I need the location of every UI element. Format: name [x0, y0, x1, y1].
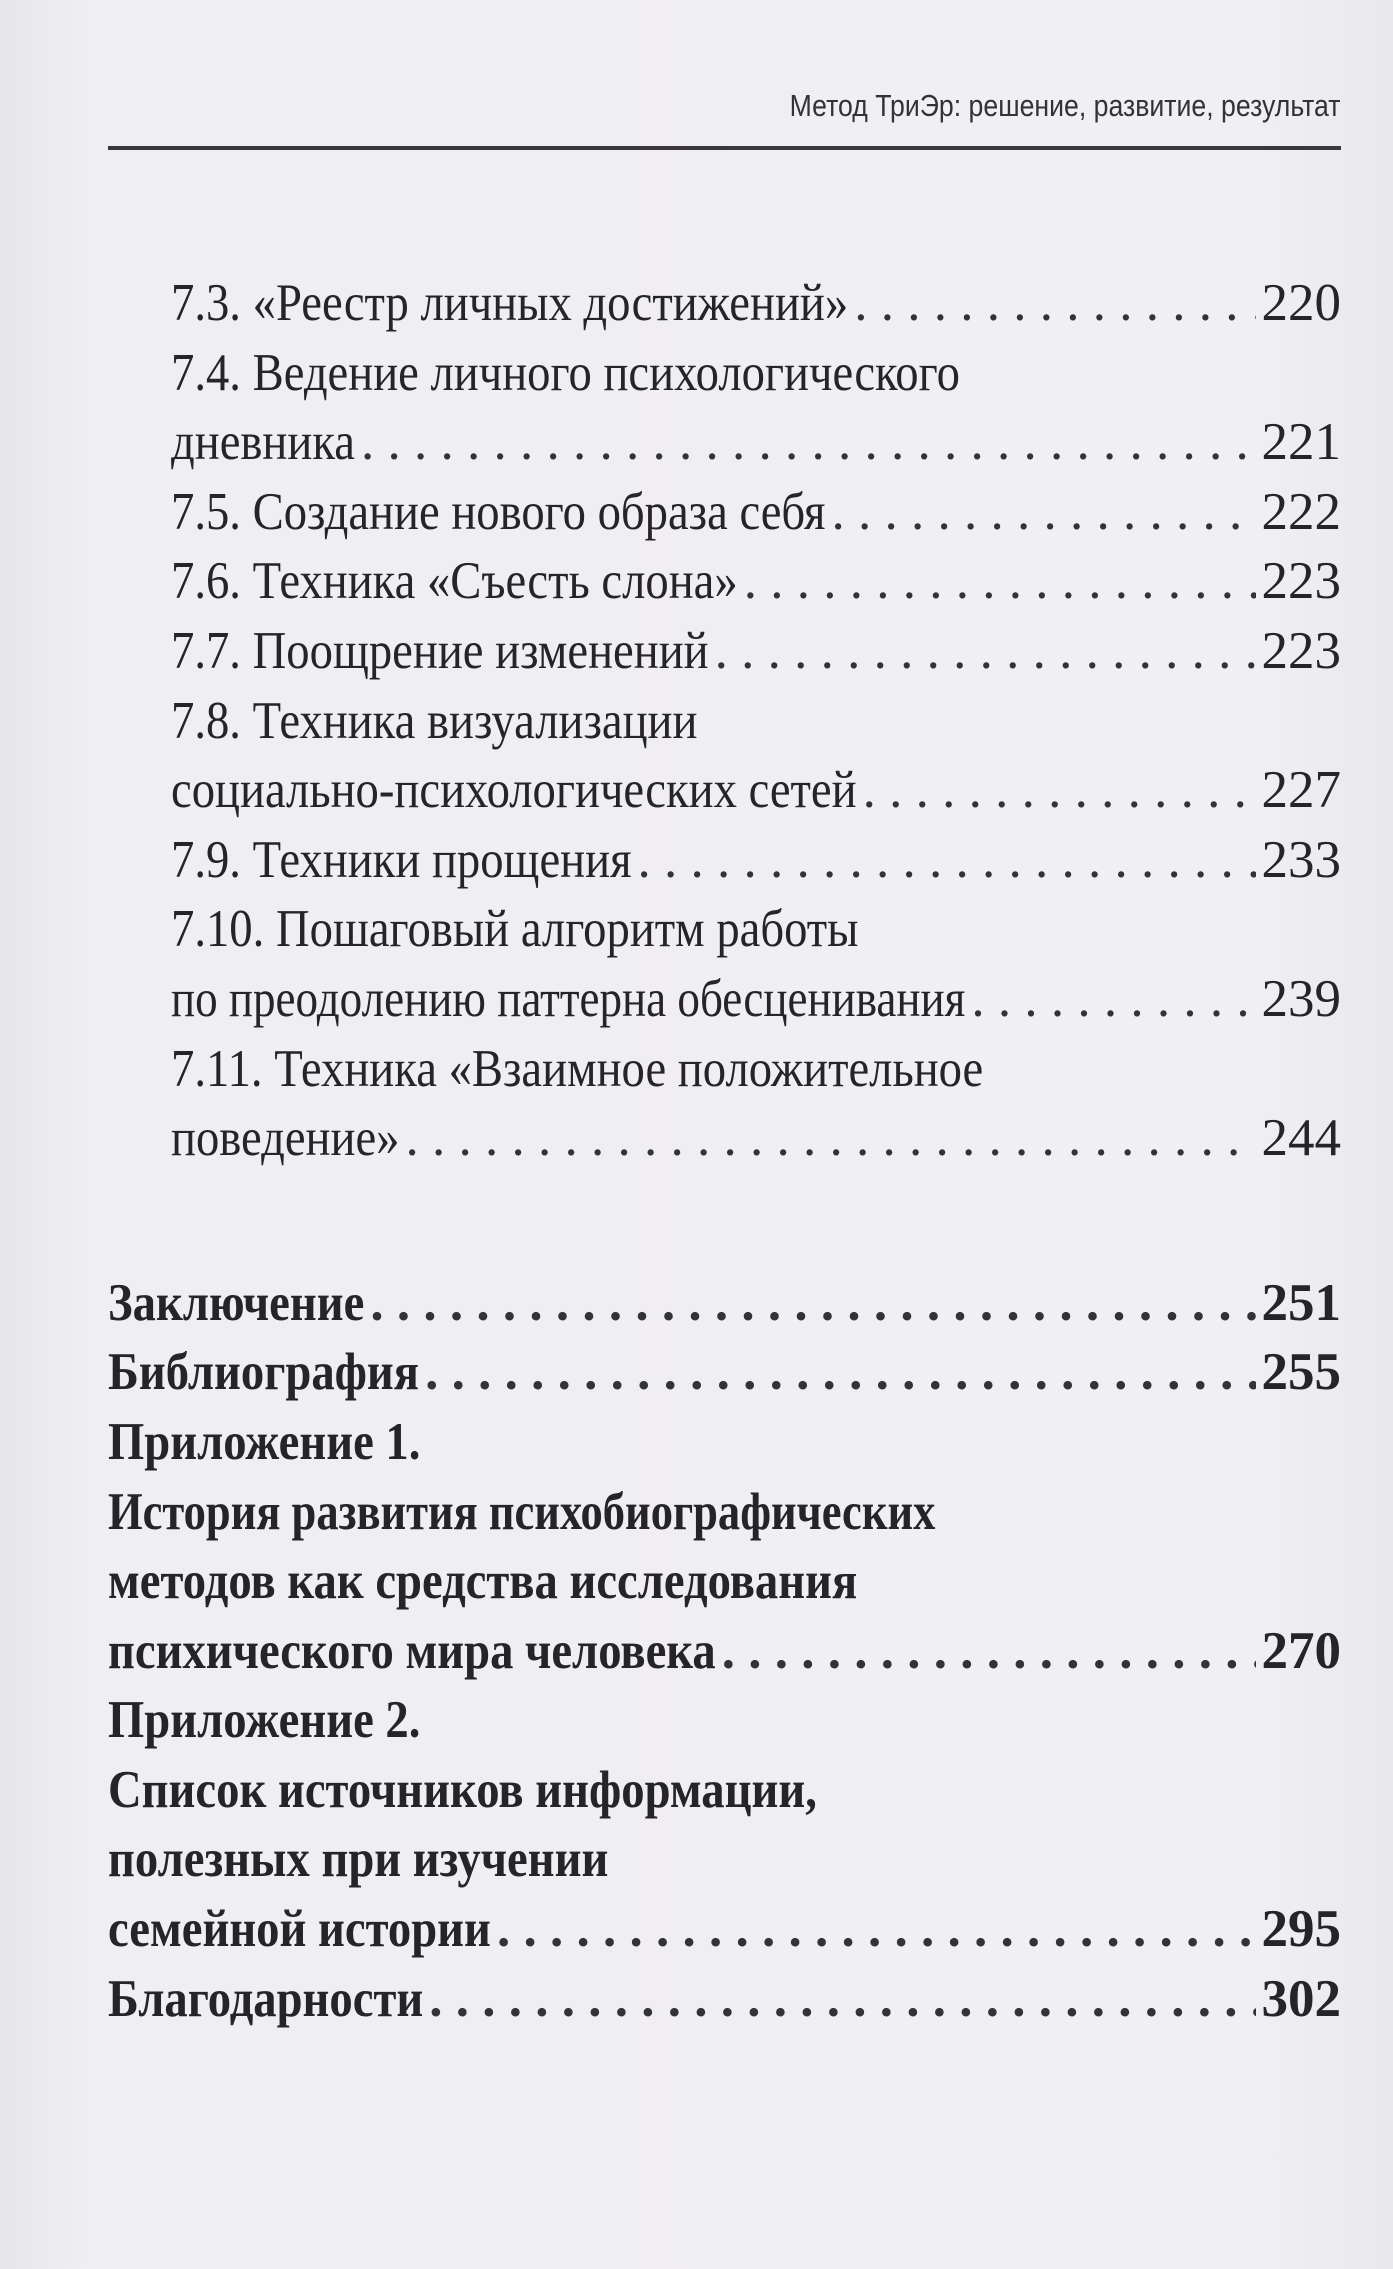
dot-leader: [638, 826, 1256, 896]
page-number: 223: [1261, 552, 1341, 611]
toc-entry-acknowledgements[interactable]: [108, 1965, 1341, 2035]
entry-title: 7.10. Пошаговый алгоритм работы: [171, 900, 859, 959]
page-number: 227: [1261, 761, 1341, 820]
toc-entry-conclusion[interactable]: [108, 1269, 1341, 1339]
page-number: 251: [1261, 1273, 1341, 1332]
entry-title: методов как средства исследования: [108, 1552, 858, 1611]
page-number: 244: [1261, 1109, 1341, 1168]
page-number: 239: [1261, 969, 1341, 1028]
entry-title: Список источников информации,: [108, 1760, 817, 1819]
page-number: 221: [1261, 413, 1341, 472]
entry-title: 7.11. Техника «Взаимное положительное: [171, 1039, 984, 1098]
toc-entry[interactable]: [108, 617, 1341, 687]
toc-entry[interactable]: [108, 269, 1341, 339]
entry-title: 7.5. Создание нового образа себя: [171, 482, 826, 541]
entry-title: 7.9. Техники прощения: [171, 830, 632, 889]
entry-title: Благодарности: [108, 1969, 424, 2028]
dot-leader: [361, 408, 1256, 478]
page-number: 223: [1261, 621, 1341, 680]
page-number: 220: [1261, 274, 1341, 332]
toc-entry[interactable]: [108, 687, 1341, 826]
entry-title: по преодолению паттерна обесценивания: [171, 969, 966, 1028]
dot-leader: [831, 478, 1255, 548]
dot-leader: [863, 756, 1256, 826]
entry-title: Приложение 1.: [108, 1412, 421, 1471]
entry-title: семейной истории: [108, 1900, 491, 1959]
toc-entry[interactable]: [108, 1035, 1341, 1174]
toc-entry[interactable]: [108, 547, 1341, 617]
header-rule: [108, 146, 1341, 150]
toc-entry[interactable]: [108, 339, 1341, 478]
toc-entry[interactable]: [108, 478, 1341, 548]
entry-title: социально-психологических сетей: [171, 761, 857, 820]
dot-leader: [425, 1338, 1255, 1408]
entry-title: 7.8. Техника визуализации: [171, 691, 698, 750]
entry-title: полезных при изучении: [108, 1830, 609, 1889]
toc-entry[interactable]: [108, 826, 1341, 896]
entry-title: дневника: [171, 413, 355, 472]
page-number: 255: [1261, 1343, 1341, 1402]
dot-leader: [370, 1269, 1255, 1339]
entry-title: 7.4. Ведение личного психологического: [171, 343, 960, 402]
toc-entry-appendix-2[interactable]: [108, 1686, 1341, 1964]
page-number: 233: [1261, 830, 1341, 889]
dot-leader: [854, 269, 1255, 339]
entry-title: психического мира человека: [108, 1621, 716, 1680]
entry-title: Приложение 2.: [108, 1691, 421, 1750]
toc-entry[interactable]: [108, 895, 1341, 1034]
dot-leader: [429, 1965, 1255, 2035]
toc-entry-bibliography[interactable]: [108, 1338, 1341, 1408]
page-number: 270: [1261, 1621, 1341, 1680]
entry-title: Заключение: [108, 1273, 365, 1332]
entry-title: поведение»: [171, 1109, 400, 1168]
dot-leader: [715, 617, 1256, 687]
entry-title: 7.6. Техника «Съесть слона»: [171, 552, 738, 611]
page-number: 302: [1261, 1969, 1341, 2028]
running-header: Метод ТриЭр: решение, развитие, результат: [790, 88, 1341, 123]
entry-title: История развития психобиографических: [108, 1482, 936, 1541]
dot-leader: [744, 547, 1256, 617]
dot-leader: [722, 1617, 1256, 1687]
entry-title: 7.3. «Реестр личных достижений»: [171, 274, 849, 332]
entry-title: 7.7. Поощрение изменений: [171, 621, 709, 680]
dot-leader: [406, 1104, 1256, 1174]
page-number: 222: [1261, 482, 1341, 541]
toc-entry-appendix-1[interactable]: [108, 1408, 1341, 1686]
page-number: 295: [1261, 1900, 1341, 1959]
table-of-contents: [108, 269, 1341, 2034]
dot-leader: [971, 965, 1255, 1035]
dot-leader: [497, 1895, 1256, 1965]
entry-title: Библиография: [108, 1343, 420, 1402]
